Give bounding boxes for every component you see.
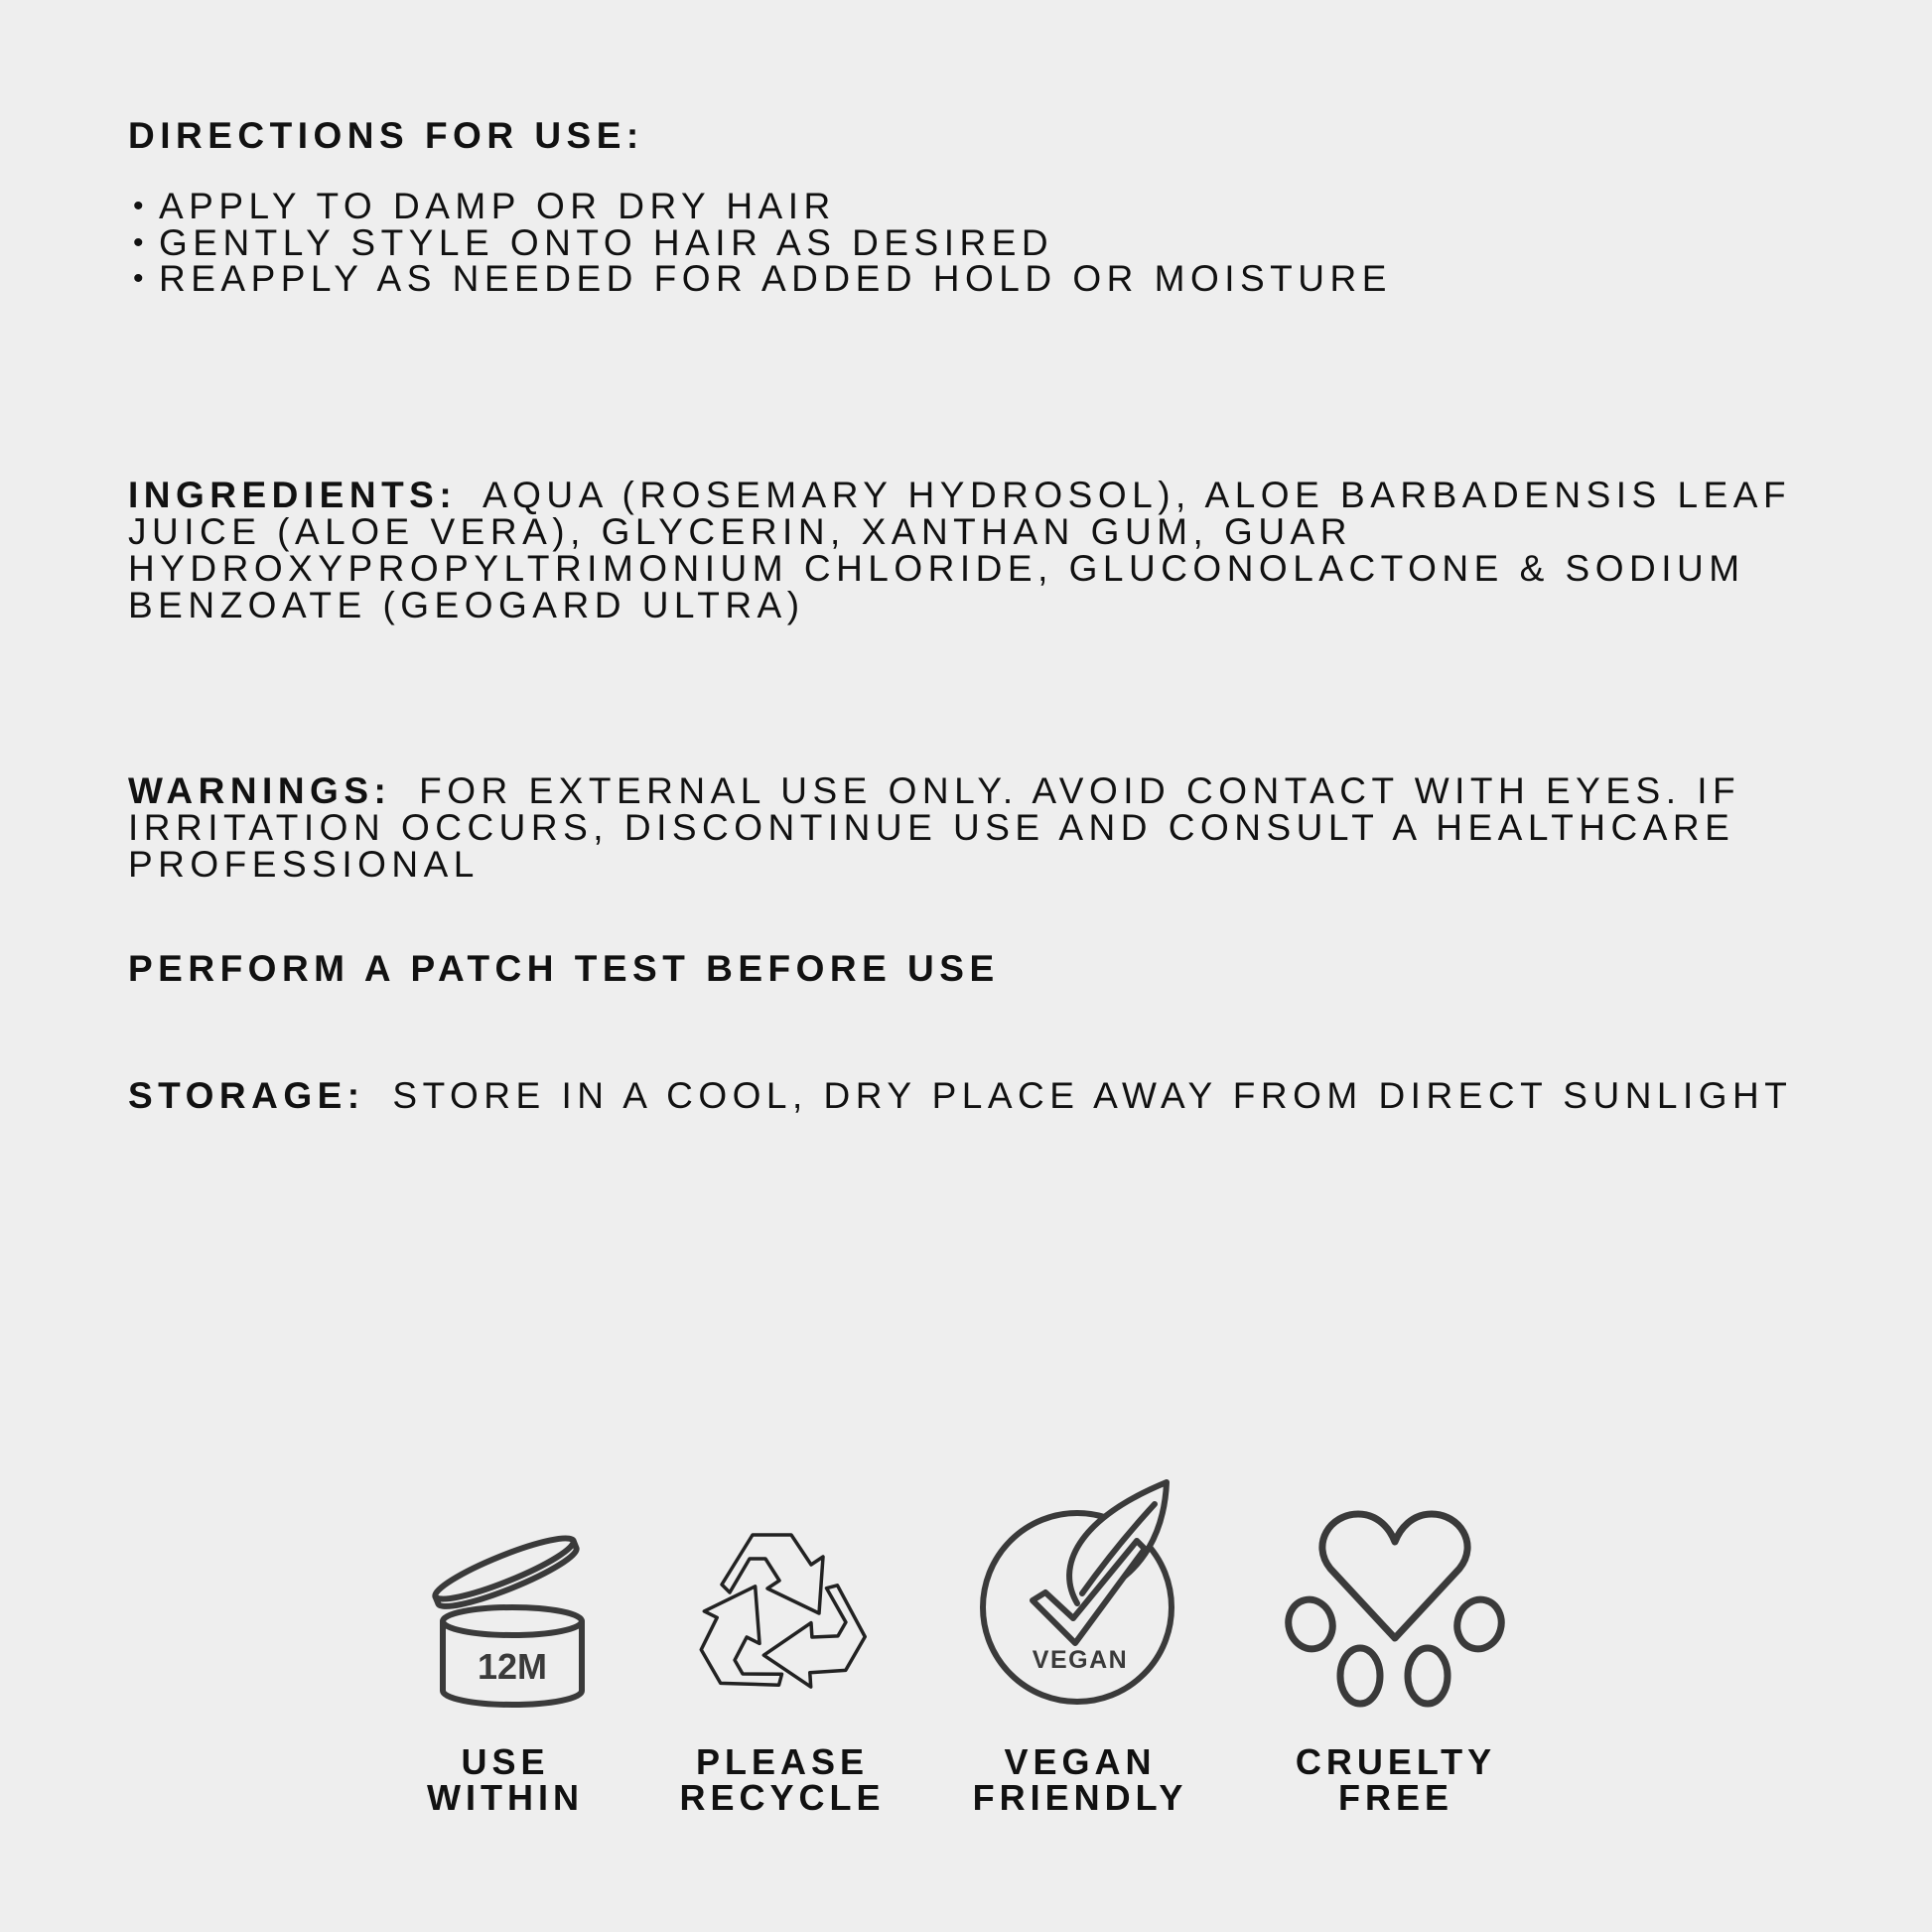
list-item: • GENTLY STYLE ONTO HAIR AS DESIRED [159, 225, 1392, 262]
recycle-icon [678, 1524, 882, 1713]
warnings-text: FOR EXTERNAL USE ONLY. AVOID CONTACT WITH EYES. IF IRRITATION OCCURS, DISCONTINUE USE AND CONSULT A HEALTHCARE PROFESSIONAL [128, 770, 1741, 885]
badge-label-line: PLEASE [695, 1741, 870, 1782]
badge-label-cruelty-free [1247, 1741, 1545, 1818]
directions-heading: DIRECTIONS FOR USE: [128, 115, 644, 156]
ingredients-label: INGREDIENTS: [128, 475, 458, 515]
storage-text: STORE IN A COOL, DRY PLACE AWAY FROM DIRECT SUNLIGHT [392, 1075, 1793, 1116]
badge-label-line: VEGAN [1004, 1741, 1157, 1782]
badge-label-please-recycle [633, 1741, 931, 1818]
badge-label-line: WITHIN [427, 1777, 584, 1818]
badge-label-vegan-friendly [931, 1741, 1229, 1818]
ingredients-section [128, 477, 1816, 623]
list-item: • APPLY TO DAMP OR DRY HAIR [159, 189, 1392, 225]
jar-period-text: 12M [477, 1646, 548, 1687]
storage-section [128, 1077, 1816, 1114]
directions-list [159, 186, 1392, 299]
list-item: • REAPPLY AS NEEDED FOR ADDED HOLD OR MOISTURE [159, 261, 1392, 298]
heart-paw-icon [1281, 1509, 1509, 1713]
open-jar-icon [415, 1524, 594, 1713]
badge-label-line: CRUELTY [1295, 1741, 1497, 1782]
warnings-section [128, 772, 1816, 883]
badge-label-line: USE [461, 1741, 550, 1782]
badge-label-line: FRIENDLY [972, 1777, 1188, 1818]
patch-test-notice: PERFORM A PATCH TEST BEFORE USE [128, 948, 1000, 989]
vegan-icon-text: VEGAN [1032, 1646, 1129, 1674]
ingredients-text: AQUA (ROSEMARY HYDROSOL), ALOE BARBADENSIS LEAF JUICE (ALOE VERA), GLYCERIN, XANTHAN GUM, GUAR HYDROXYPROPYLTRIMONIUM CHLORIDE, GLUCONOLACTONE & SODIUM BENZOATE (GEOGARD ULTRA) [128, 475, 1792, 625]
badge-label-use-within [356, 1741, 654, 1818]
warnings-label: WARNINGS: [128, 770, 392, 811]
badge-label-line: FREE [1337, 1777, 1453, 1818]
badge-label-line: RECYCLE [679, 1777, 886, 1818]
vegan-leaf-check-icon [978, 1479, 1176, 1708]
storage-label: STORAGE: [128, 1075, 365, 1116]
